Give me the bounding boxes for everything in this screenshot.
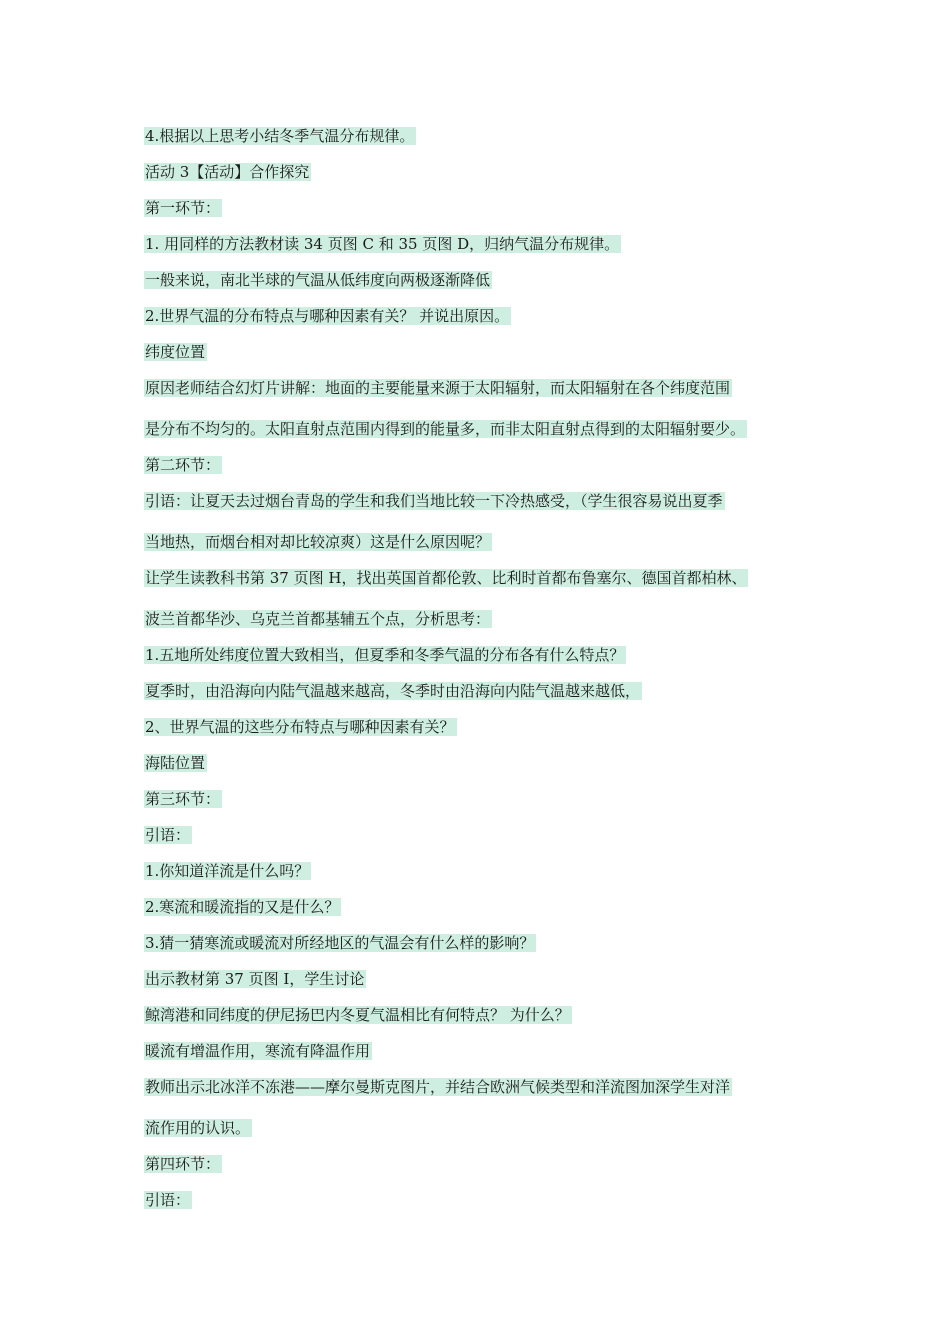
- text-line: [144, 199, 222, 218]
- highlighted-text: 1.五地所处纬度位置大致相当，但夏季和冬季气温的分布各有什么特点？: [145, 646, 625, 664]
- text-line: [144, 379, 732, 398]
- text-line: [144, 862, 311, 881]
- text-line: [144, 569, 748, 588]
- highlighted-text: 是分布不均匀的。太阳直射点范围内得到的能量多，而非太阳直射点得到的太阳辐射要少。: [145, 420, 746, 438]
- text-line: [144, 1006, 572, 1025]
- text-line: [144, 456, 222, 475]
- highlighted-text: 让学生读教科书第 37 页图 H，找出英国首都伦敦、比利时首都布鲁塞尔、德国首都柏林、: [145, 569, 747, 587]
- text-line: [144, 127, 416, 146]
- highlighted-text: 一般来说，南北半球的气温从低纬度向两极逐渐降低: [145, 271, 491, 289]
- text-line: [144, 682, 642, 701]
- highlighted-text: 暖流有增温作用，寒流有降温作用: [145, 1042, 371, 1060]
- text-line: [144, 970, 366, 989]
- highlighted-text: 2、世界气温的这些分布特点与哪种因素有关？: [145, 718, 455, 736]
- text-line: [144, 235, 621, 254]
- highlighted-text: 第三环节：: [145, 790, 221, 808]
- text-line: [144, 533, 492, 552]
- highlighted-text: 1. 用同样的方法教材读 34 页图 C 和 35 页图 D，归纳气温分布规律。: [145, 235, 620, 253]
- highlighted-text: 鲸湾港和同纬度的伊尼扬巴内冬夏气温相比有何特点？ 为什么？: [145, 1006, 570, 1024]
- text-line: [144, 790, 222, 809]
- text-line: [144, 826, 192, 845]
- highlighted-text: 引语：: [145, 826, 191, 844]
- text-line: [144, 343, 207, 362]
- highlighted-text: 第二环节：: [145, 456, 221, 474]
- highlighted-text: 当地热，而烟台相对却比较凉爽）这是什么原因呢？: [145, 533, 491, 551]
- text-line: [144, 1078, 732, 1097]
- highlighted-text: 第四环节：: [145, 1155, 221, 1173]
- highlighted-text: 活动 3【活动】合作探究: [145, 163, 310, 181]
- text-line: [144, 898, 341, 917]
- highlighted-text: 波兰首都华沙、乌克兰首都基辅五个点，分析思考：: [145, 610, 491, 628]
- text-line: [144, 754, 207, 773]
- text-line: [144, 934, 536, 953]
- highlighted-text: 夏季时，由沿海向内陆气温越来越高，冬季时由沿海向内陆气温越来越低，: [145, 682, 641, 700]
- text-line: [144, 420, 747, 439]
- highlighted-text: 海陆位置: [145, 754, 206, 772]
- highlighted-text: 引语：: [145, 1191, 191, 1209]
- text-line: [144, 1042, 372, 1061]
- highlighted-text: 3.猜一猜寒流或暖流对所经地区的气温会有什么样的影响？: [145, 934, 535, 952]
- highlighted-text: 引语：让夏天去过烟台青岛的学生和我们当地比较一下冷热感受，（学生很容易说出夏季: [145, 492, 723, 510]
- text-line: [144, 610, 492, 629]
- highlighted-text: 出示教材第 37 页图 I，学生讨论: [145, 970, 365, 988]
- highlighted-text: 原因老师结合幻灯片讲解：地面的主要能量来源于太阳辐射，而太阳辐射在各个纬度范围: [145, 379, 731, 397]
- text-line: [144, 1191, 192, 1210]
- highlighted-text: 4.根据以上思考小结冬季气温分布规律。: [145, 127, 415, 145]
- text-line: [144, 307, 511, 326]
- text-line: [144, 646, 626, 665]
- highlighted-text: 纬度位置: [145, 343, 206, 361]
- highlighted-text: 第一环节：: [145, 199, 221, 217]
- text-line: [144, 492, 725, 511]
- highlighted-text: 1.你知道洋流是什么吗？: [145, 862, 310, 880]
- text-line: [144, 163, 311, 182]
- highlighted-text: 2.世界气温的分布特点与哪种因素有关？ 并说出原因。: [145, 307, 510, 325]
- text-line: [144, 1119, 252, 1138]
- highlighted-text: 流作用的认识。: [145, 1119, 251, 1137]
- text-line: [144, 1155, 222, 1174]
- highlighted-text: 教师出示北冰洋不冻港——摩尔曼斯克图片，并结合欧洲气候类型和洋流图加深学生对洋: [145, 1078, 731, 1096]
- text-line: [144, 271, 492, 290]
- highlighted-text: 2.寒流和暖流指的又是什么？: [145, 898, 340, 916]
- text-line: [144, 718, 457, 737]
